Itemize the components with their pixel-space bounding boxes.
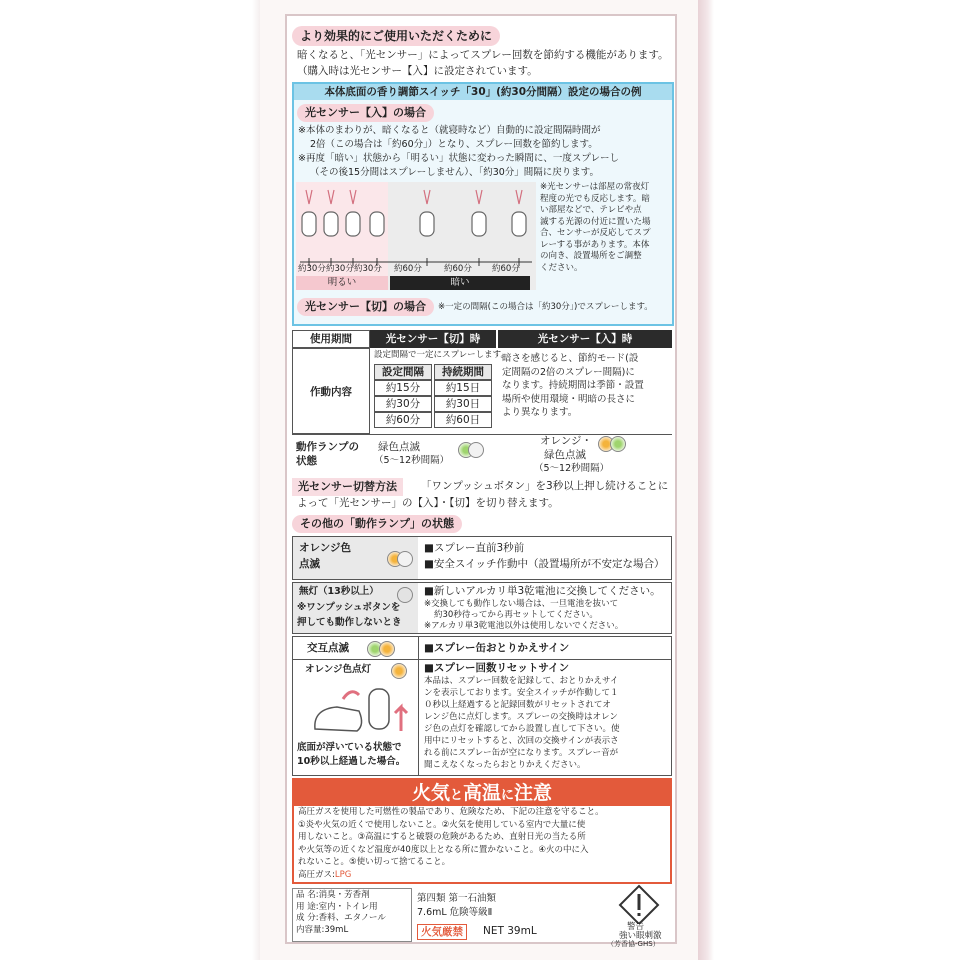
- off-lamp-icon: [468, 442, 484, 458]
- on-desc-line: より異なります。: [502, 407, 578, 418]
- interval-cell: 約15分: [374, 380, 432, 396]
- side-note-line: い部屋などで、テレビや点: [540, 205, 642, 215]
- usage-table: [292, 330, 672, 475]
- duration-cell: 約30日: [434, 396, 492, 412]
- side-note-line: 程度の光でも反応します。暗: [540, 193, 650, 204]
- on-lamp-text-2: 緑色点滅: [544, 449, 586, 461]
- reset-title: ■スプレー回数リセットサイン: [424, 662, 570, 674]
- row-divider: [293, 659, 671, 660]
- orange-blink-text: ■スプレー直前3秒前: [424, 542, 525, 554]
- example-heading: 本体底面の香り調節スイッチ「30」(約30分間隔）設定の場合の例: [294, 84, 672, 100]
- product-info: [292, 888, 412, 942]
- example-box: [292, 82, 674, 326]
- warning-title: [294, 780, 670, 806]
- intro-text-2: （購入時は光センサー【入】に設定されています。: [297, 65, 538, 77]
- label-panel: [285, 14, 677, 948]
- table-divider: [292, 434, 672, 435]
- alternate-label: 交互点滅: [307, 642, 349, 654]
- sub-duration: 持続期間: [434, 364, 492, 380]
- no-light-text: ■新しいアルカリ単3乾電池に交換してください。: [424, 585, 661, 597]
- no-light-text-2: ※交換しても動作しない場合は、一旦電池を抜いて: [424, 599, 619, 609]
- warning-line: や火気等の近くなど温度が40度以上となる所に置かないこと。④火の中に入: [298, 844, 589, 855]
- net-content: NET 39mL: [483, 925, 537, 937]
- sensor-off-label: 光センサー【切】の場合: [297, 298, 434, 316]
- on-desc-line: 場所や使用環境・明暗の長さに: [502, 393, 636, 405]
- reset-line: ジ色の点灯を確認してから設置し直して下さい。使: [424, 724, 620, 734]
- row-lamp: 動作ランプの: [296, 441, 359, 453]
- col-divider: [418, 637, 419, 775]
- warning-title-part: に: [501, 788, 515, 803]
- interval-cell: 約30分: [374, 396, 432, 412]
- reset-line: ンを表示しております。安全スイッチが作動して１: [424, 688, 619, 698]
- off-note: ※一定の間隔(この場合は「約30分」)でスプレーします。: [438, 302, 653, 312]
- intro-text: 暗くなると、「光センサー」によってスプレー回数を節約する機能があります。: [297, 49, 669, 61]
- lamp-row-orange-blink: [292, 536, 672, 580]
- reset-illustration: [307, 681, 411, 739]
- orange-lamp-icon: [379, 641, 395, 657]
- no-light-label-3: 押しても動作しないとき: [297, 617, 402, 628]
- no-light-text-4: ※アルカリ単3乾電池以外は使用しないでください。: [424, 621, 624, 631]
- on-note-1b: 2倍（この場合は「約60分」）となり、スプレー回数を節約します。: [310, 139, 598, 150]
- reset-caption: 底面が浮いている状態で: [297, 742, 402, 753]
- switch-method-label: 光センサー切替方法: [292, 478, 403, 496]
- dark-label: 暗い: [390, 276, 530, 290]
- col-sensor-off: 光センサー【切】時: [370, 330, 496, 348]
- no-light-label: 無灯（13秒以上）: [299, 586, 379, 597]
- on-desc-line: なります。持続期間は季節・設置: [502, 380, 644, 391]
- gas-line: [298, 869, 604, 882]
- orange-blink-text-2: ■安全スイッチ作動中（設置場所が不安定な場合）: [424, 558, 665, 570]
- ghs-org: （芳香協-GHS）: [607, 940, 660, 948]
- product-use: 用 途:室内・トイレ用: [296, 901, 378, 912]
- interval-label: 約60分: [394, 264, 422, 274]
- on-desc-line: 暗さを感じると、節約モード(設: [502, 353, 639, 364]
- warning-line: 用しないこと。③高温にすると破裂の危険があるため、直射日光の当たる所: [298, 832, 586, 842]
- box-right-edge: [698, 0, 714, 960]
- alternate-text: ■スプレー缶おとりかえサイン: [424, 642, 570, 654]
- other-lamp-heading: その他の「動作ランプ」の状態: [292, 515, 462, 533]
- duration-cell: 約60日: [434, 412, 492, 428]
- reset-line: 本品は、スプレー回数を記録して、おとりかえサイ: [424, 676, 619, 686]
- warning-title-part: 火気: [411, 782, 450, 804]
- interval-label: 約30分: [354, 264, 382, 274]
- bright-label: 明るい: [296, 276, 388, 290]
- reset-line: ０秒以上経過すると記録回数がリセットされてオ: [424, 700, 611, 710]
- side-note-line: 滅する光源の付近に置いた場: [540, 216, 651, 227]
- interval-label: 約30分: [298, 264, 326, 274]
- interval-label: 約60分: [492, 264, 520, 274]
- product-name: 品 名:消臭・芳香剤: [296, 890, 370, 900]
- col-sensor-on: 光センサー【入】時: [498, 330, 672, 348]
- interval-cell: 約60分: [374, 412, 432, 428]
- lamp-row-no-light: [292, 582, 672, 634]
- row-operation: 作動内容: [292, 348, 370, 434]
- ghs-exclamation-icon: [617, 884, 661, 924]
- no-light-label-2: ※ワンプッシュボタンを: [297, 602, 401, 613]
- warning-line: れないこと。⑤使い切って捨てること。: [298, 857, 451, 867]
- reset-text: [424, 675, 620, 771]
- reset-line: 聞こえなくなったらおとりかえください。: [424, 760, 586, 770]
- ghs-note: 強い眼刺激: [619, 931, 662, 941]
- side-note-line: 合、センサーが反応してスプ: [540, 228, 651, 238]
- duration-cell: 約15日: [434, 380, 492, 396]
- product-ingredients: 成 分:香料、エタノール: [296, 913, 386, 923]
- row-lamp-2: 状態: [296, 455, 317, 467]
- switch-method-text: 「ワンプッシュボタン」を3秒以上押し続けることに: [421, 480, 669, 492]
- warning-line: 高圧ガスを使用した可燃性の製品であり、危険なため、下記の注意を守ること。: [298, 807, 604, 817]
- switch-method-text-2: よって「光センサー」の【入】・【切】を切り替えます。: [297, 497, 559, 509]
- off-lamp-text: 緑色点滅: [378, 441, 420, 453]
- warning-title-part: と: [449, 788, 463, 803]
- section-title: より効果的にご使用いただくために: [292, 26, 500, 46]
- side-note: [540, 182, 651, 274]
- on-lamp-text: オレンジ・: [540, 435, 592, 447]
- gas-label: 高圧ガス:: [298, 869, 335, 880]
- reset-caption-2: 10秒以上経過した場合。: [297, 756, 406, 767]
- lamp-row-alternate: [292, 636, 672, 776]
- fire-ban-badge: 火気厳禁: [417, 924, 467, 940]
- warning-box: [292, 778, 672, 884]
- sensor-on-description: [502, 352, 644, 420]
- product-content: 内容量:39mL: [296, 924, 349, 935]
- reset-line: れる前にスプレー缶が空になります。スプレー音が: [424, 748, 619, 758]
- hazard-class: 第四類 第一石油類: [417, 893, 497, 904]
- warning-title-part: 注意: [514, 782, 553, 804]
- orange-blink-label: オレンジ色: [299, 542, 351, 554]
- on-note-1: ※本体のまわりが、暗くなると（就寝時など）自動的に設定間隔時間が: [298, 125, 601, 136]
- on-desc-line: 定間隔の2倍のスプレー間隔)に: [502, 366, 635, 378]
- orange-lit-label: オレンジ色点灯: [305, 664, 372, 675]
- sub-interval: 設定間隔: [374, 364, 432, 380]
- unlit-lamp-icon: [397, 587, 413, 603]
- on-note-2: ※再度「暗い」状態から「明るい」状態に変わった瞬間に、一度スプレーし: [298, 153, 619, 164]
- fixed-interval-note: 設定間隔で一定にスプレーします。: [374, 350, 509, 360]
- green-lamp-icon: [610, 436, 626, 452]
- off-lamp-interval: （5～12秒間隔）: [374, 455, 450, 466]
- timeline-diagram: [296, 182, 536, 290]
- warning-line: ①炎や火気の近くで使用しないこと。②火気を使用している室内で大量に使: [298, 819, 586, 830]
- side-note-line: の向き、設置場所をご調整: [540, 251, 642, 261]
- warning-text: [298, 806, 604, 881]
- interval-label: 約30分: [326, 264, 354, 274]
- orange-lamp-icon: [391, 663, 407, 679]
- col-period: 使用期間: [292, 330, 370, 348]
- orange-blink-label-2: 点滅: [299, 558, 320, 570]
- no-light-text-3: 約30秒待ってから再セットしてください。: [434, 610, 598, 620]
- side-note-line: ください。: [540, 262, 583, 273]
- ghs-warning: 警告: [627, 922, 645, 932]
- interval-label: 約60分: [444, 264, 472, 274]
- hazard-class-2: 7.6mL 危険等級Ⅱ: [417, 907, 493, 918]
- sensor-on-label: 光センサー【入】の場合: [297, 104, 434, 122]
- on-lamp-interval: （5～12秒間隔）: [534, 463, 610, 474]
- on-note-2b: （その後15分間はスプレーしません）、「約30分」間隔に戻ります。: [310, 167, 600, 178]
- reset-line: 用中にリセットすると、次回の交換サインが表示さ: [424, 736, 619, 746]
- warning-title-part: 高温: [462, 782, 501, 804]
- side-note-line: レーする事があります。本体: [540, 239, 650, 250]
- side-note-line: ※光センサーは部屋の常夜灯: [540, 182, 650, 192]
- off-lamp-icon: [397, 551, 413, 567]
- reset-line: レンジ色に点灯します。スプレーの交換時はオレン: [424, 712, 618, 722]
- gas-value: LPG: [334, 869, 352, 880]
